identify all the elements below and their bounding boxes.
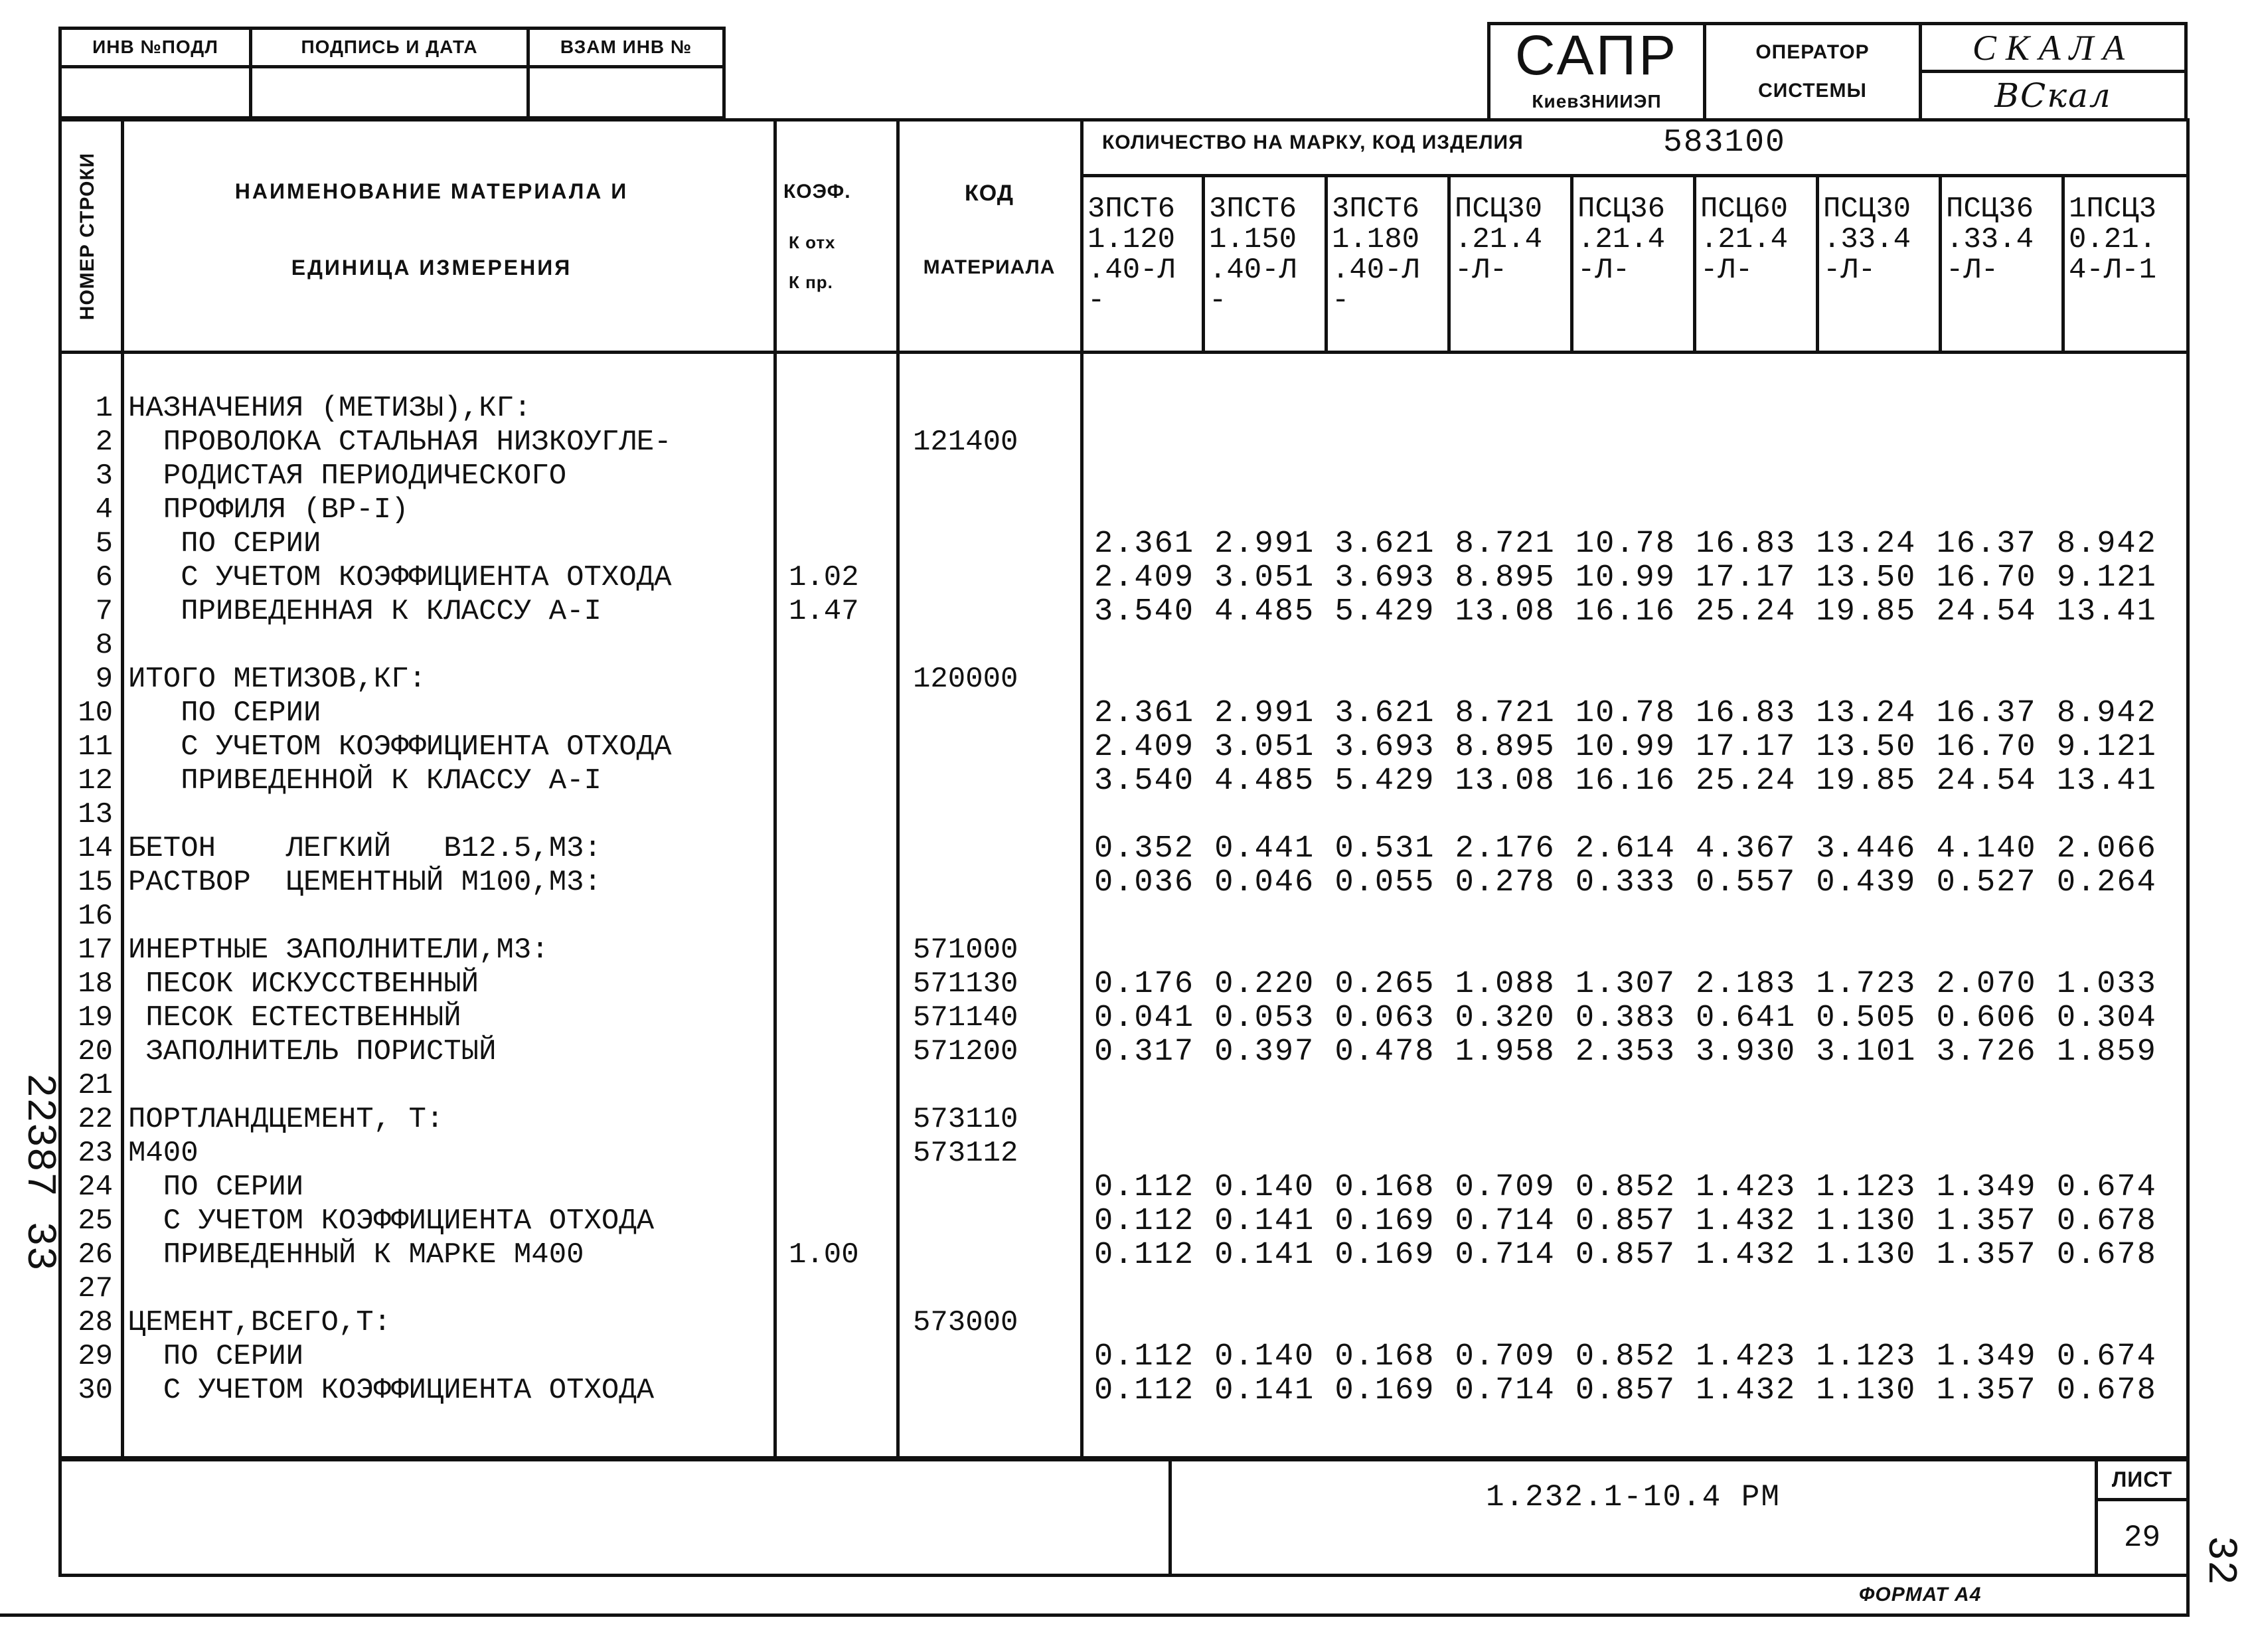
row-material-name: ИТОГО МЕТИЗОВ,КГ: bbox=[128, 663, 426, 696]
row-material-name: НАЗНАЧЕНИЯ (МЕТИЗЫ),КГ: bbox=[128, 392, 532, 425]
row-number: 17 bbox=[78, 934, 113, 967]
row-coefficient: 1.47 bbox=[789, 595, 859, 628]
row-number: 20 bbox=[78, 1035, 113, 1068]
row-quantities: 0.112 0.141 0.169 0.714 0.857 1.432 1.130 1.357 0.678 bbox=[1094, 1238, 2157, 1273]
stamp-podpis-data: ПОДПИСЬ И ДАТА bbox=[301, 37, 478, 57]
row-quantities: 0.317 0.397 0.478 1.958 2.353 3.930 3.101 3.726 1.859 bbox=[1094, 1034, 2157, 1070]
row-number: 28 bbox=[78, 1306, 113, 1339]
header-qty-code: 583100 bbox=[1663, 125, 1786, 161]
row-coefficient: 1.00 bbox=[789, 1238, 859, 1272]
row-number: 27 bbox=[78, 1272, 113, 1305]
row-material-name: ПЕСОК ЕСТЕСТВЕННЫЙ bbox=[128, 1001, 461, 1034]
row-material-name: ПО СЕРИИ bbox=[128, 527, 321, 560]
header-material-line1: НАИМЕНОВАНИЕ МАТЕРИАЛА И bbox=[234, 179, 629, 203]
row-number: 9 bbox=[95, 663, 113, 696]
header-code-line2: МАТЕРИАЛА bbox=[923, 256, 1056, 278]
row-quantities: 2.361 2.991 3.621 8.721 10.78 16.83 13.24 16.37 8.942 bbox=[1094, 527, 2157, 562]
row-material-code: 571140 bbox=[913, 1001, 1018, 1034]
column-header-7: ПСЦ30 .33.4 -Л- bbox=[1823, 193, 1911, 287]
header-coef-line1: КОЭФ. bbox=[783, 181, 851, 203]
row-material-name: ПО СЕРИИ bbox=[128, 697, 321, 730]
row-material-name: С УЧЕТОМ КОЭФФИЦИЕНТА ОТХОДА bbox=[128, 730, 672, 764]
row-material-name: РОДИСТАЯ ПЕРИОДИЧЕСКОГО bbox=[128, 459, 567, 493]
row-number: 29 bbox=[78, 1340, 113, 1373]
row-material-code: 573000 bbox=[913, 1306, 1018, 1339]
row-number: 8 bbox=[95, 629, 113, 662]
row-material-code: 121400 bbox=[913, 426, 1018, 459]
row-number: 1 bbox=[95, 392, 113, 425]
header-qty-label: КОЛИЧЕСТВО НА МАРКУ, КОД ИЗДЕЛИЯ bbox=[1102, 131, 1524, 153]
column-header-5: ПСЦ36 .21.4 -Л- bbox=[1577, 193, 1666, 287]
header-row-no: НОМЕР СТРОКИ bbox=[76, 152, 98, 321]
row-quantities: 0.112 0.140 0.168 0.709 0.852 1.423 1.123 1.349 0.674 bbox=[1094, 1170, 2157, 1205]
margin-note-left: 22387 33 bbox=[16, 1073, 63, 1271]
column-header-4: ПСЦ30 .21.4 -Л- bbox=[1455, 193, 1543, 287]
footer-format: ФОРМАТ А4 bbox=[1859, 1584, 1982, 1606]
header-coef-line2: К отх bbox=[789, 232, 836, 252]
row-quantities: 0.352 0.441 0.531 2.176 2.614 4.367 3.446 4.140 2.066 bbox=[1094, 831, 2157, 867]
stamp-inv-podl: ИНВ №ПОДЛ bbox=[92, 37, 218, 57]
footer-sheet-no: 29 bbox=[2123, 1520, 2161, 1555]
row-number: 4 bbox=[95, 493, 113, 527]
row-material-name: ЦЕМЕНТ,ВСЕГО,Т: bbox=[128, 1306, 392, 1339]
column-header-6: ПСЦ60 .21.4 -Л- bbox=[1700, 193, 1789, 287]
column-header-8: ПСЦ36 .33.4 -Л- bbox=[1946, 193, 2034, 287]
column-header-9: 1ПСЦ3 0.21. 4-Л-1 bbox=[2069, 193, 2157, 287]
row-quantities: 3.540 4.485 5.429 13.08 16.16 25.24 19.85 24.54 13.41 bbox=[1094, 594, 2157, 629]
row-quantities: 2.409 3.051 3.693 8.895 10.99 17.17 13.50 16.70 9.121 bbox=[1094, 560, 2157, 596]
header-code-line1: КОД bbox=[965, 181, 1014, 206]
row-material-name: ПРОФИЛЯ (ВР-I) bbox=[128, 493, 409, 527]
row-quantities: 0.041 0.053 0.063 0.320 0.383 0.641 0.505 0.606 0.304 bbox=[1094, 1001, 2157, 1036]
row-material-name: С УЧЕТОМ КОЭФФИЦИЕНТА ОТХОДА bbox=[128, 561, 672, 594]
operator-signature: ВСкал bbox=[1994, 76, 2112, 115]
row-material-name: ПРИВЕДЕННАЯ К КЛАССУ А-I bbox=[128, 595, 602, 628]
row-material-name: С УЧЕТОМ КОЭФФИЦИЕНТА ОТХОДА bbox=[128, 1374, 655, 1407]
row-material-code: 571130 bbox=[913, 967, 1018, 1001]
row-quantities: 0.112 0.140 0.168 0.709 0.852 1.423 1.123 1.349 0.674 bbox=[1094, 1339, 2157, 1374]
row-material-name: ЗАПОЛНИТЕЛЬ ПОРИСТЫЙ bbox=[128, 1035, 497, 1068]
row-quantities: 0.036 0.046 0.055 0.278 0.333 0.557 0.439 0.527 0.264 bbox=[1094, 865, 2157, 900]
row-material-name: ПОРТЛАНДЦЕМЕНТ, Т: bbox=[128, 1103, 444, 1136]
row-number: 18 bbox=[78, 967, 113, 1001]
row-material-code: 571200 bbox=[913, 1035, 1018, 1068]
row-material-name: ПЕСОК ИСКУССТВЕННЫЙ bbox=[128, 967, 479, 1001]
row-number: 15 bbox=[78, 866, 113, 899]
row-number: 6 bbox=[95, 561, 113, 594]
operator-label: ОПЕРАТОР СИСТЕМЫ bbox=[1755, 41, 1870, 102]
row-quantities: 0.112 0.141 0.169 0.714 0.857 1.432 1.130 1.357 0.678 bbox=[1094, 1373, 2157, 1408]
row-number: 19 bbox=[78, 1001, 113, 1034]
row-material-name: ПО СЕРИИ bbox=[128, 1340, 304, 1373]
row-quantities: 0.112 0.141 0.169 0.714 0.857 1.432 1.130 1.357 0.678 bbox=[1094, 1204, 2157, 1239]
row-quantities: 2.409 3.051 3.693 8.895 10.99 17.17 13.50 16.70 9.121 bbox=[1094, 730, 2157, 765]
row-number: 14 bbox=[78, 832, 113, 865]
row-number: 30 bbox=[78, 1374, 113, 1407]
row-number: 12 bbox=[78, 764, 113, 797]
row-number: 2 bbox=[95, 426, 113, 459]
row-material-name: ПРИВЕДЕННЫЙ К МАРКЕ М400 bbox=[128, 1238, 584, 1272]
sapr-subtitle: КиевЗНИИЭП bbox=[1532, 91, 1662, 112]
row-number: 25 bbox=[78, 1204, 113, 1238]
footer-doc-code: 1.232.1-10.4 РМ bbox=[1485, 1480, 1781, 1515]
row-material-code: 120000 bbox=[913, 663, 1018, 696]
footer-sheet-label: ЛИСТ bbox=[2111, 1467, 2173, 1491]
row-material-code: 571000 bbox=[913, 934, 1018, 967]
row-material-name: ИНЕРТНЫЕ ЗАПОЛНИТЕЛИ,М3: bbox=[128, 934, 549, 967]
row-material-name: РАСТВОР ЦЕМЕНТНЫЙ М100,М3: bbox=[128, 866, 602, 899]
row-number: 7 bbox=[95, 595, 113, 628]
sapr-title: САПР bbox=[1514, 23, 1679, 86]
row-number: 13 bbox=[78, 798, 113, 831]
row-material-name: М400 bbox=[128, 1137, 199, 1170]
column-header-3: 3ПСТ6 1.180 .40-Л - bbox=[1332, 193, 1420, 317]
header-material-line2: ЕДИНИЦА ИЗМЕРЕНИЯ bbox=[291, 256, 572, 280]
stamp-vzam-inv: ВЗАМ ИНВ № bbox=[560, 37, 692, 57]
row-number: 11 bbox=[78, 730, 113, 764]
row-number: 24 bbox=[78, 1171, 113, 1204]
row-material-code: 573112 bbox=[913, 1137, 1018, 1170]
row-quantities: 3.540 4.485 5.429 13.08 16.16 25.24 19.85 24.54 13.41 bbox=[1094, 764, 2157, 799]
row-quantities: 0.176 0.220 0.265 1.088 1.307 2.183 1.723 2.070 1.033 bbox=[1094, 967, 2157, 1002]
operator-name: СКАЛА bbox=[1972, 27, 2134, 68]
row-material-name: ПРИВЕДЕННОЙ К КЛАССУ А-I bbox=[128, 764, 602, 797]
row-number: 16 bbox=[78, 900, 113, 933]
row-material-name: БЕТОН ЛЕГКИЙ В12.5,М3: bbox=[128, 832, 602, 865]
row-material-code: 573110 bbox=[913, 1103, 1018, 1136]
margin-note-right: 32 bbox=[2197, 1535, 2244, 1586]
row-material-name: С УЧЕТОМ КОЭФФИЦИЕНТА ОТХОДА bbox=[128, 1204, 655, 1238]
row-quantities: 2.361 2.991 3.621 8.721 10.78 16.83 13.24 16.37 8.942 bbox=[1094, 696, 2157, 731]
row-coefficient: 1.02 bbox=[789, 561, 859, 594]
row-material-name: ПО СЕРИИ bbox=[128, 1171, 304, 1204]
header-coef-line3: К пр. bbox=[789, 272, 833, 292]
row-number: 10 bbox=[78, 697, 113, 730]
column-header-1: 3ПСТ6 1.120 .40-Л - bbox=[1087, 193, 1176, 317]
row-number: 23 bbox=[78, 1137, 113, 1170]
row-number: 21 bbox=[78, 1069, 113, 1102]
column-header-2: 3ПСТ6 1.150 .40-Л - bbox=[1209, 193, 1297, 317]
row-material-name: ПРОВОЛОКА СТАЛЬНАЯ НИЗКОУГЛЕ- bbox=[128, 426, 672, 459]
row-number: 26 bbox=[78, 1238, 113, 1272]
row-number: 5 bbox=[95, 527, 113, 560]
row-number: 22 bbox=[78, 1103, 113, 1136]
row-number: 3 bbox=[95, 459, 113, 493]
